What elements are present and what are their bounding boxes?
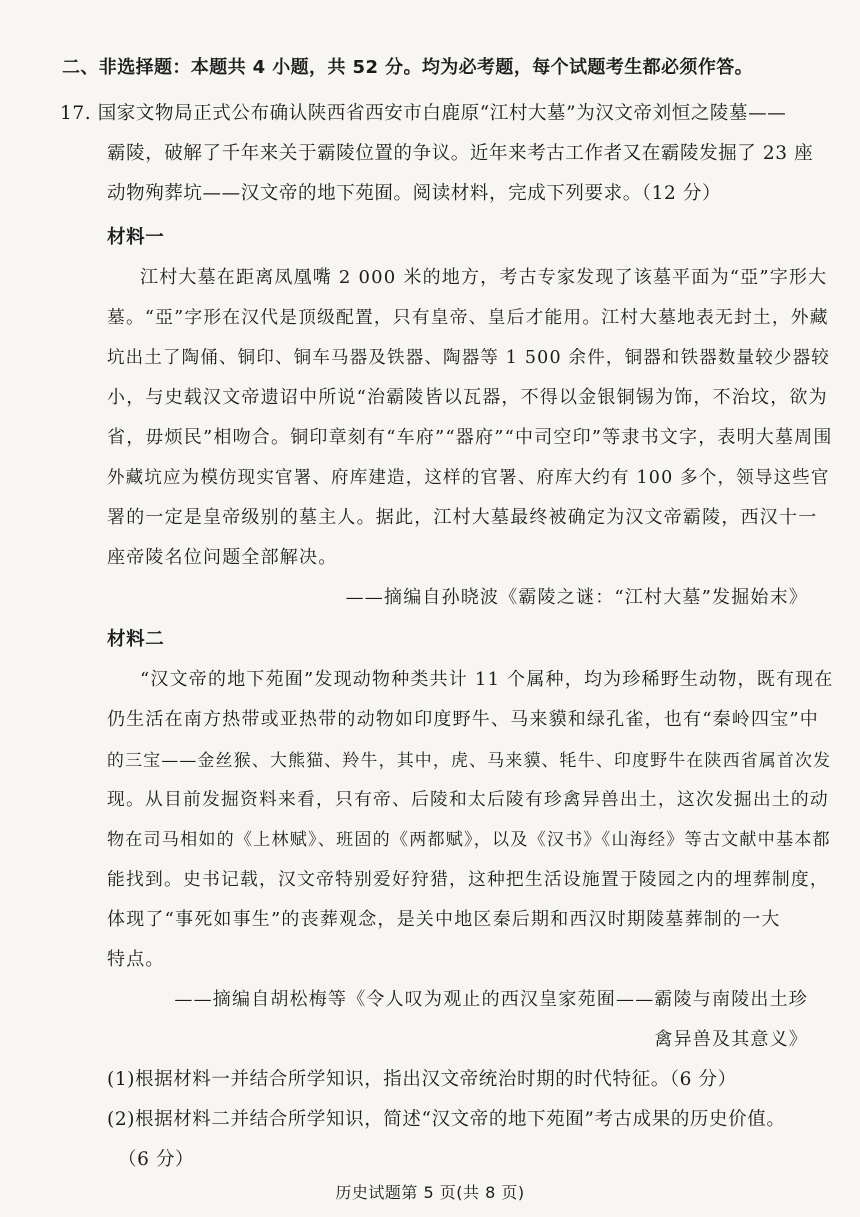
material-2-source: ——摘编自胡松梅等《令人叹为观止的西汉皇家苑囿——霸陵与南陵出土珍 — [174, 989, 808, 1010]
material-2-title: 材料二 — [107, 629, 165, 650]
material-2-line: 仍生活在南方热带或亚热带的动物如印度野牛、马来貘和绿孔雀，也有“秦岭四宝”中 — [107, 709, 820, 730]
material-2-line: 体现了“事死如事生”的丧葬观念，是关中地区秦后期和西汉时期陵墓葬制的一大 — [107, 909, 781, 930]
material-2-line: “汉文帝的地下苑囿”发现动物种类共计 11 个属种，均为珍稀野生动物，既有现在 — [140, 669, 834, 690]
material-1-line: 小，与史载汉文帝遗诏中所说“治霸陵皆以瓦器，不得以金银铜锡为饰，不治坟，欲为 — [107, 387, 828, 408]
task-2-points: （6 分） — [118, 1149, 195, 1170]
material-1-line: 座帝陵名位问题全部解决。 — [107, 547, 338, 568]
material-1-line: 江村大墓在距离凤凰嘴 2 000 米的地方，考古专家发现了该墓平面为“亞”字形大 — [140, 267, 828, 288]
task-2: (2)根据材料二并结合所学知识，简述“汉文帝的地下苑囿”考古成果的历史价值。 — [107, 1109, 786, 1130]
material-1-source: ——摘编自孙晓波《霸陵之谜：“江村大墓”发掘始末》 — [345, 587, 808, 608]
question-line: 霸陵，破解了千年来关于霸陵位置的争议。近年来考古工作者又在霸陵发掘了 23 座 — [107, 143, 814, 164]
material-1-line: 墓。“亞”字形在汉代是顶级配置，只有皇帝、皇后才能用。江村大墓地表无封土，外藏 — [107, 308, 829, 328]
task-1: (1)根据材料一并结合所学知识，指出汉文帝统治时期的时代特征。（6 分） — [107, 1069, 737, 1090]
page-footer: 历史试题第 5 页(共 8 页) — [335, 1183, 525, 1202]
material-2-source-cont: 禽异兽及其意义》 — [654, 1029, 808, 1050]
section-header: 二、非选择题：本题共 4 小题，共 52 分。均为必考题，每个试题考生都必须作答。 — [62, 57, 754, 78]
question-line: 17. 国家文物局正式公布确认陕西省西安市白鹿原“江村大墓”为汉文帝刘恒之陵墓—— — [60, 103, 787, 124]
material-1-title: 材料一 — [107, 227, 165, 248]
material-2-line: 的三宝——金丝猴、大熊猫、羚牛，其中，虎、马来貘、牦牛、印度野牛在陕西省属首次发 — [107, 750, 832, 770]
material-1-line: 外藏坑应为模仿现实官署、府库建造，这样的官署、府库大约有 100 多个，领导这些官 — [107, 468, 830, 488]
material-2-line: 现。从目前发掘资料来看，只有帝、后陵和太后陵有珍禽异兽出土，这次发掘出土的动 — [107, 789, 829, 810]
material-2-line: 特点。 — [107, 949, 165, 970]
material-1-line: 省，毋烦民”相吻合。铜印章刻有“车府”“器府”“中司空印”等隶书文字，表明大墓周围 — [107, 427, 833, 448]
material-2-line: 能找到。史书记载，汉文帝特别爱好狩猎，这种把生活设施置于陵园之内的埋葬制度， — [107, 869, 829, 890]
material-1-line: 坑出土了陶俑、铜印、铜车马器及铁器、陶器等 1 500 余件，铜器和铁器数量较少器较 — [107, 348, 830, 368]
material-1-line: 署的一定是皇帝级别的墓主人。据此，江村大墓最终被确定为汉文帝霸陵，西汉十一 — [107, 507, 818, 528]
question-line: 动物殉葬坑——汉文帝的地下苑囿。阅读材料，完成下列要求。（12 分） — [107, 183, 722, 204]
material-2-line: 物在司马相如的《上林赋》、班固的《两都赋》，以及《汉书》《山海经》等古文献中基本都 — [107, 830, 831, 850]
